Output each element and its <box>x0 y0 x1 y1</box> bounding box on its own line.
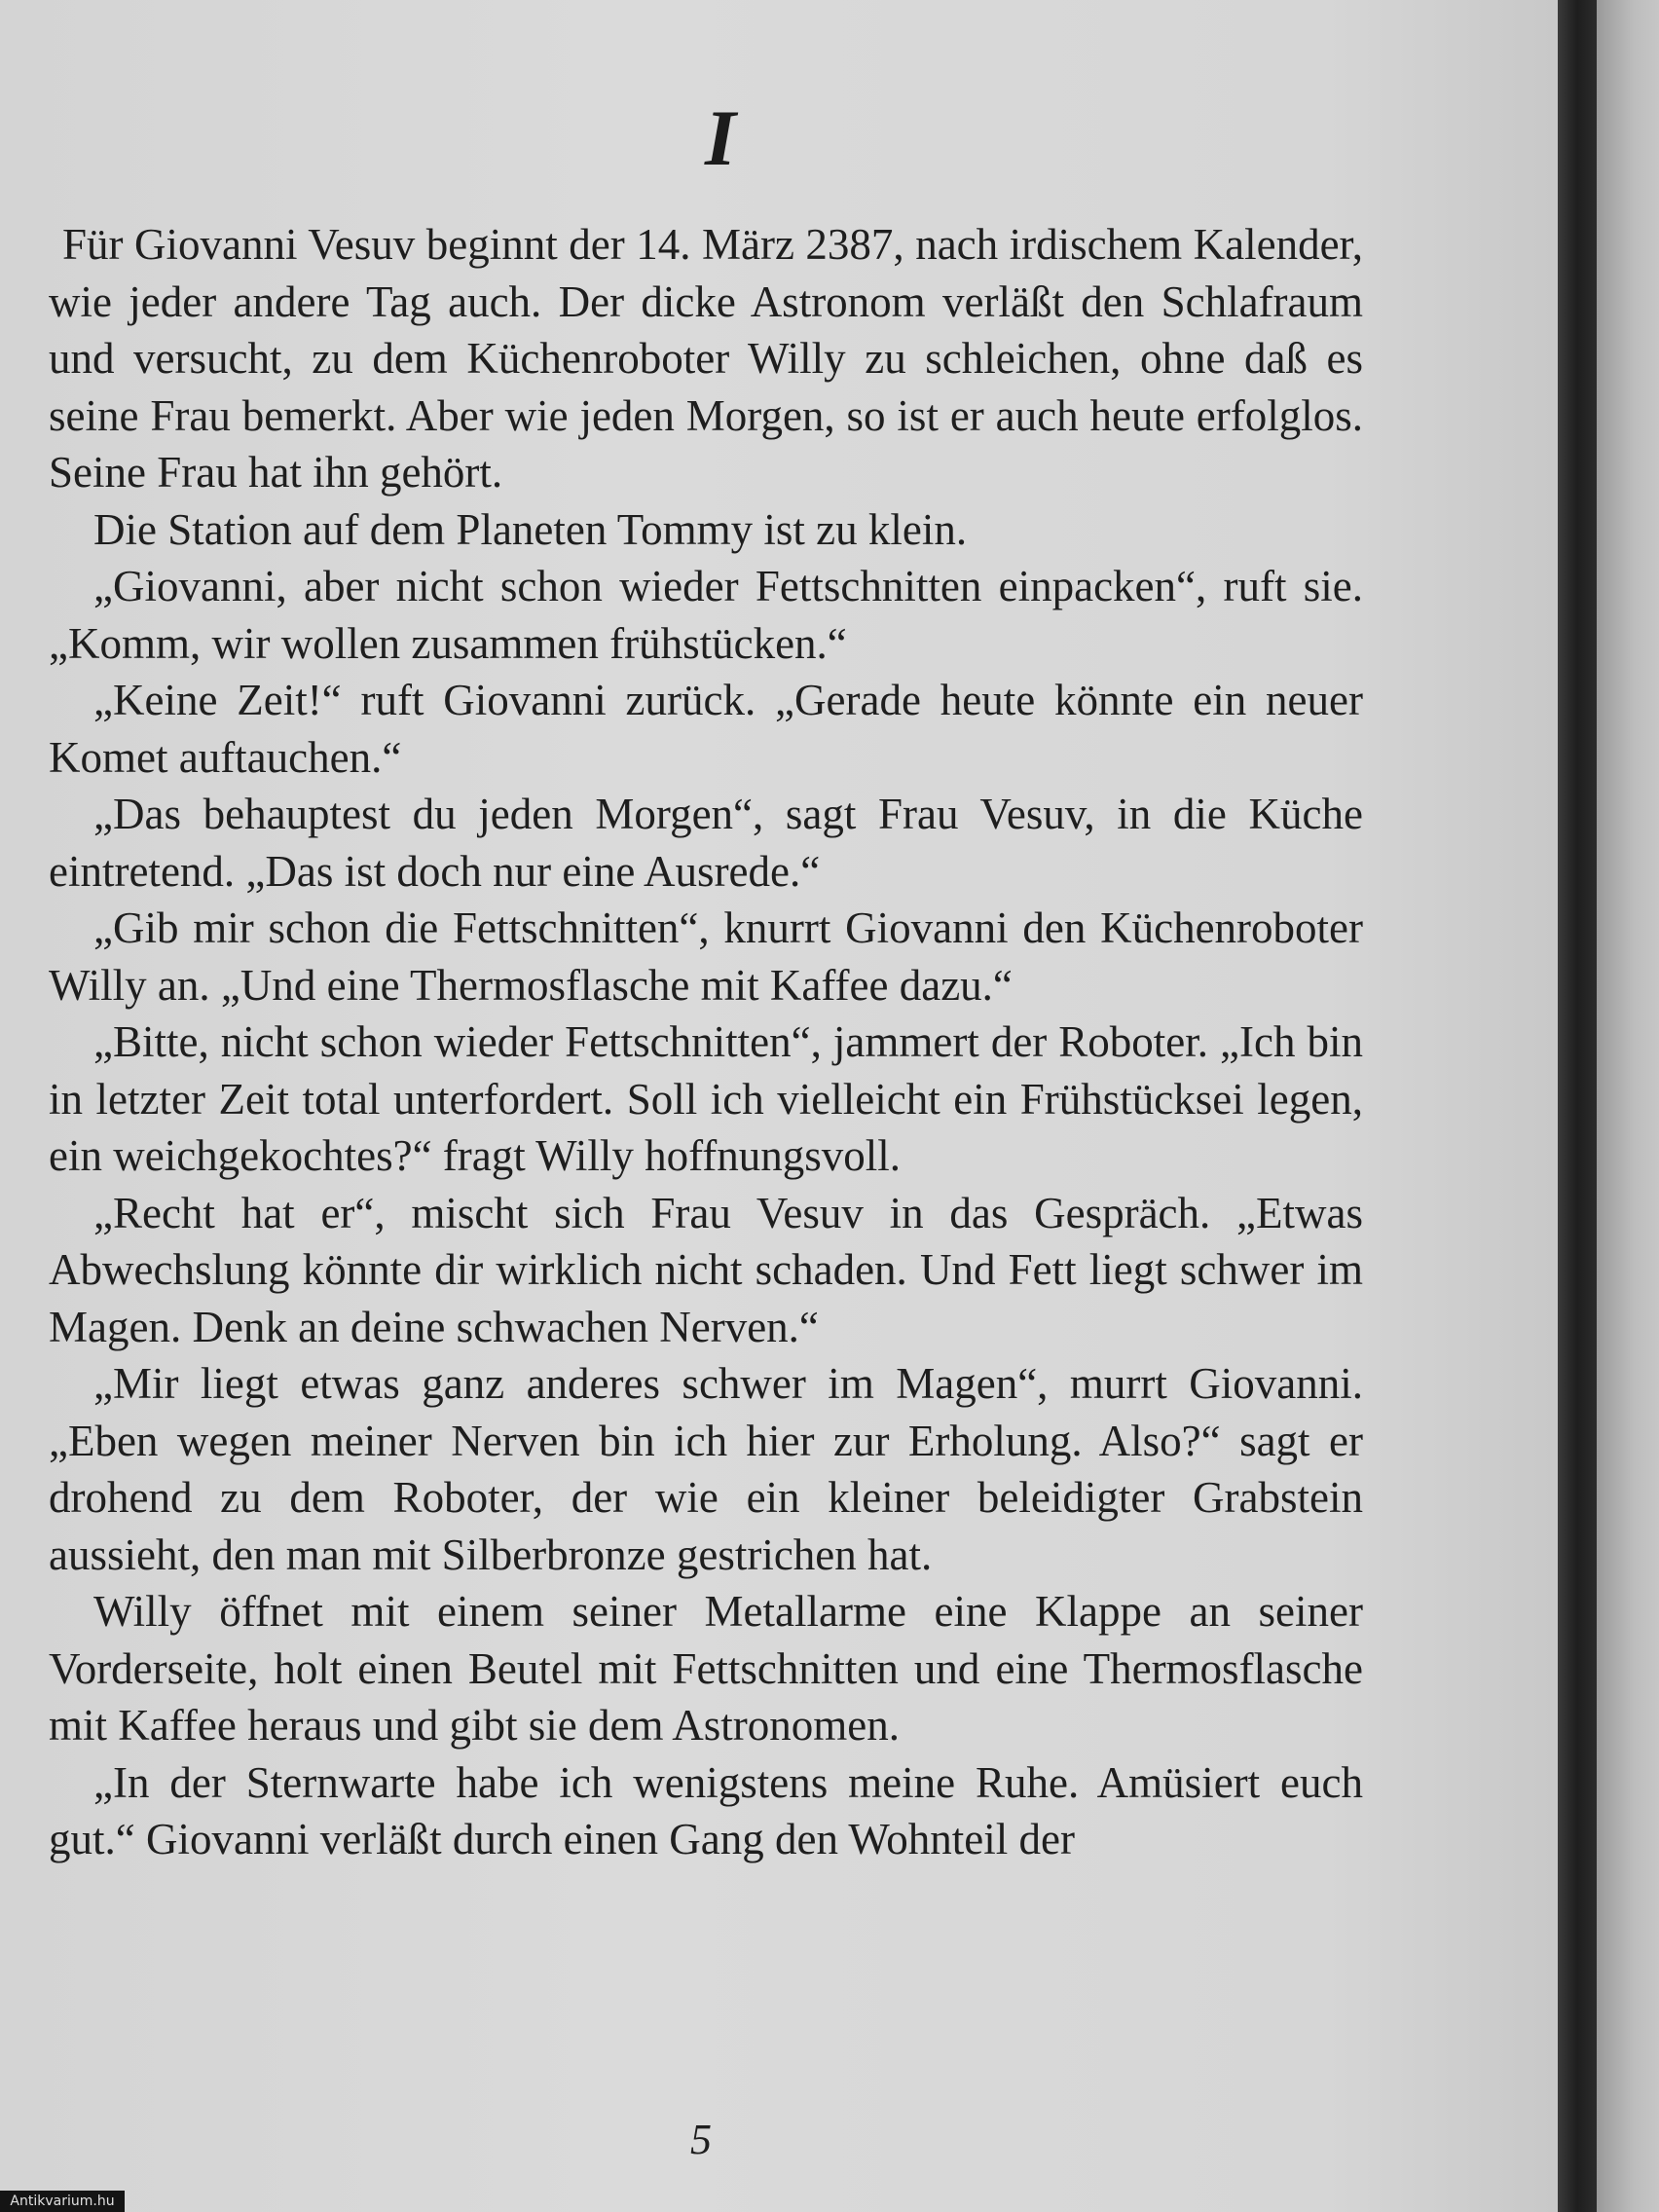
page-number: 5 <box>690 2116 712 2163</box>
paragraph-5: „Das behauptest du jeden Morgen“, sagt Frau Vesuv, in die Küche eintretend. „Das ist doch nur eine Ausrede.“ <box>49 790 1363 896</box>
paragraph-1: Für Giovanni Vesuv beginnt der 14. März 2387, nach irdischem Kalender, wie jeder andere Tag auch. Der dicke Astronom verläßt den Schlafraum und versucht, zu dem Küchenroboter Willy zu schleichen, ohne daß es seine Frau bemerkt. Aber wie jeden Morgen, so ist er auch heute erfolglos. Seine Frau hat ihn gehört. <box>49 220 1363 497</box>
paragraph-2: Die Station auf dem Planeten Tommy ist zu klein. <box>93 504 968 554</box>
chapter-number: I <box>705 93 736 182</box>
paragraph-4: „Keine Zeit!“ ruft Giovanni zurück. „Gerade heute könnte ein neuer Komet auftauchen.“ <box>49 676 1363 782</box>
paragraph-10: Willy öffnet mit einem seiner Metallarme eine Klappe an seiner Vorderseite, holt einen Beutel mit Fettschnitten und eine Thermosflasche mit Kaffee heraus und gibt sie dem Astronomen. <box>49 1587 1363 1750</box>
page-edge <box>1597 0 1659 2212</box>
watermark: Antikvarium.hu <box>0 2191 125 2212</box>
book-spine <box>1558 0 1597 2212</box>
paragraph-11: „In der Sternwarte habe ich wenigstens meine Ruhe. Amüsiert euch gut.“ Giovanni verläßt durch einen Gang den Wohnteil der <box>49 1757 1363 1863</box>
paragraph-6: „Gib mir schon die Fettschnitten“, knurrt Giovanni den Küchenroboter Willy an. „Und eine Thermosflasche mit Kaffee dazu.“ <box>49 903 1363 1010</box>
paragraph-7: „Bitte, nicht schon wieder Fettschnitten“, jammert der Roboter. „Ich bin in letzter Zeit total unterfordert. Soll ich vielleicht ein Frühstücksei legen, ein weichgekochtes?“ fragt Willy hoffnungsvoll. <box>49 1017 1363 1180</box>
body-text <box>49 216 1363 1868</box>
paragraph-8: „Recht hat er“, mischt sich Frau Vesuv in das Gespräch. „Etwas Abwechslung könnte dir wirklich nicht schaden. Und Fett liegt schwer im Magen. Denk an deine schwachen Nerven.“ <box>49 1188 1363 1351</box>
paragraph-9: „Mir liegt etwas ganz anderes schwer im Magen“, murrt Giovanni. „Eben wegen meiner Nerven bin ich hier zur Erholung. Also?“ sagt er drohend zu dem Roboter, der wie ein kleiner beleidigter Grabstein aussieht, den man mit Silberbronze gestrichen hat. <box>49 1359 1363 1579</box>
paragraph-3: „Giovanni, aber nicht schon wieder Fettschnitten einpacken“, ruft sie. „Komm, wir wollen zusammen frühstücken.“ <box>49 562 1363 668</box>
